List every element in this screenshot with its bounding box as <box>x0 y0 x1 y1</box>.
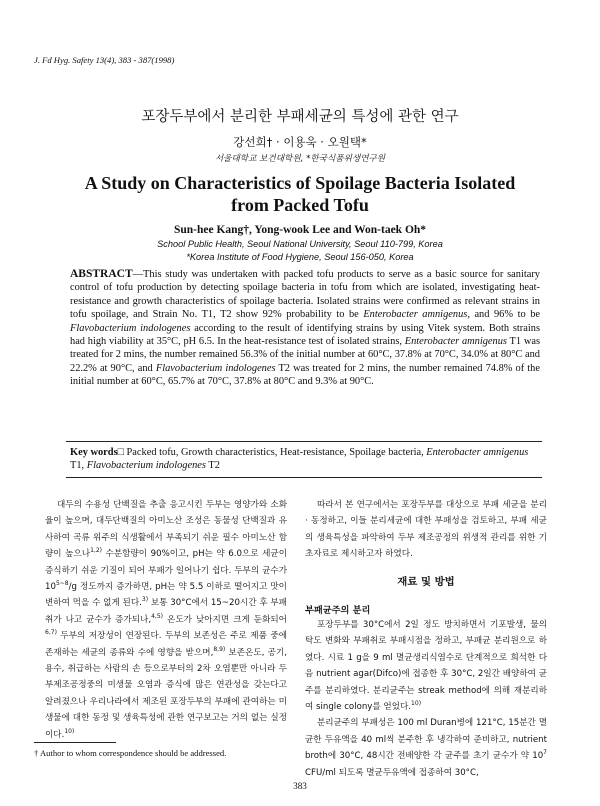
english-title <box>0 172 600 216</box>
korean-title: 포장두부에서 분리한 부패세균의 특성에 관한 연구 <box>141 109 459 125</box>
subsection-heading: 부패균주의 분리 <box>305 605 371 616</box>
text: 보존온도, 공기, 용수, 취급하는 사람의 손 등으로부터의 2차 오염뿐만 아니라 두부제조공정중의 미생물 오염과 증식에 많은 연관성을 갖는다고 알려졌으나 우리나라에서 제조된 포장두부의 부패에 관여하는 미생물에 대한 동정 및 생육특성에 관한 연구보고는 거의 없는 실정이다. <box>45 647 287 740</box>
korean-authors: 강선희† · 이용욱 · 오원택* <box>233 135 367 149</box>
right-methods <box>305 617 547 781</box>
keywords-text: T2 <box>205 460 220 472</box>
page-number: 383 <box>293 781 307 791</box>
species-name: Flavobacterium indologenes <box>86 460 206 472</box>
text: /g 정도까지 증가하면, pH는 약 5.5 이하로 떨어지고 맛이 변하여 먹을 수 없게 된다. <box>45 582 287 609</box>
species-name: Flavobacterium indologenes <box>70 322 191 334</box>
text: 대두의 수용성 단백질을 추출 응고시킨 두부는 영양가와 소화율이 높으며, 대두단백질의 아미노산 조성은 동물성 단백질과 유사하여 곡류 위주의 식생활에서 부족되기 쉬운 필수 아미노산 함량이 높으나 <box>45 500 287 560</box>
citation: 8,9) <box>213 645 226 653</box>
footnote: † Author to whom correspondence should be addressed. <box>34 748 227 758</box>
text: 수분함량이 90%이고, pH는 약 6.0으로 세균이 증식하기 쉬운 기질이 되어 부패가 일어나기 쉽다. 두부의 균수가 10 <box>45 549 287 593</box>
species-name: Enterobacter amnigenus <box>363 309 468 321</box>
abstract-text: , and 96% to be <box>467 309 540 321</box>
english-title-line1: A Study on Characteristics of Spoilage Bacteria Isolated <box>84 173 516 193</box>
abstract-lead: ABSTRACT <box>70 268 133 280</box>
english-affiliation-2: *Korea Institute of Food Hygiene, Seoul 156-050, Korea <box>186 252 414 262</box>
english-title-line2: from Packed Tofu <box>231 195 369 215</box>
left-column <box>45 497 287 743</box>
citation: 10) <box>411 700 422 708</box>
intro-paragraph-2: 따라서 본 연구에서는 포장두부를 대상으로 부패 세균을 분리 · 동정하고, 이들 분리세균에 대한 부패성을 검토하고, 부패 세균의 생육특성을 파악하여 두부 제조공정의 위생적 관리를 위한 기초자료로 제시하고자 하였다. <box>305 500 547 560</box>
keywords-text: T1, <box>70 460 87 472</box>
text: CFU/ml 되도록 멸균두유액에 접종하여 30°C, <box>305 767 479 778</box>
citation: 3) <box>141 596 149 604</box>
abstract-text: T1 was treated for 2 mins, the number remained 56.3% of the initial number at 60°C, 37.8% at 70°C, 34.0% at 80°C and 22.2% at 90°C, and <box>70 336 540 374</box>
english-authors: Sun-hee Kang†, Yong-wook Lee and Won-taek Oh* <box>173 224 427 236</box>
methods-paragraph-1 <box>305 617 547 715</box>
right-intro <box>305 497 547 563</box>
methods-paragraph-2 <box>305 715 547 781</box>
text: 분리균주의 부패성은 100 ml Duran병에 121°C, 15분간 멸균한 두유액을 40 ml씩 분주한 후 냉각하여 준비하고, nutrient broth에 30°C, 48시간 전배양한 각 균주를 초기 균수가 약 10 <box>305 718 547 762</box>
keywords-box-icon: □ <box>117 447 124 458</box>
text: 온도가 낮아지면 크게 둔화되어 <box>163 614 287 625</box>
species-name: Enterobacter amnigenus <box>404 336 507 348</box>
text: 보통 30°C에서 15~20시간 후 부패취가 나고 균수가 증가되나, <box>45 598 287 625</box>
keywords-label: Key words <box>70 447 118 458</box>
keywords-text: Packed tofu, Growth characteristics, Heat-resistance, Spoilage bacteria, <box>123 447 427 458</box>
text: 두부의 저장성이 연장된다. 두부의 보존성은 주로 제품 중에 존재하는 세균의 종류와 수에 영향을 받으며, <box>45 631 287 658</box>
superscript: 7 <box>543 749 547 757</box>
abstract <box>70 268 540 389</box>
abstract-text: —This study was undertaken with packed tofu products to serve as a basic source for sanitary control of tofu production by detecting spoilage bacteria in tofu from which are isolated, investigating heat-resistance and growth characteristics of spoilage bacteria. Isolated strains were confirmed as relevant strains in tofu spoilage, and Strain No. T1, T2 show 92% probability to be <box>70 269 540 321</box>
keywords <box>70 446 540 473</box>
english-affiliation-1: School Public Health, Seoul National University, Seoul 110-799, Korea <box>157 239 443 249</box>
intro-paragraph <box>45 497 287 743</box>
korean-affiliation: 서울대학교 보건대학원, *한국식품위생연구원 <box>214 154 386 164</box>
citation: 6,7) <box>45 629 57 637</box>
section-heading: 재료 및 방법 <box>397 576 455 588</box>
species-name: Enterobacter amnigenus <box>426 447 529 458</box>
citation: 10) <box>64 727 75 735</box>
citation: 1,2) <box>90 547 102 555</box>
abstract-text: T2 was treated for 2 mins, the number remained 74.8% of the initial number at 60°C, 65.7% at 70°C, 37.8% at 80°C and 9.3% at 90°C. <box>70 362 540 388</box>
footnote-rule <box>34 742 116 743</box>
superscript: 5~8 <box>55 580 69 588</box>
species-name: Flavobacterium indologenes <box>155 362 276 374</box>
keywords-top-rule <box>66 441 542 442</box>
journal-citation: J. Fd Hyg. Safety 13(4), 383 - 387(1998) <box>34 55 175 65</box>
citation: 4,5) <box>151 612 164 620</box>
abstract-text: according to the result of identifying strains by using Vitek system. Both strains had high viability at 35°C, pH 6.5. In the heat-resistance test of isolated strains, <box>70 322 540 348</box>
keywords-bottom-rule <box>66 477 542 478</box>
text: 포장두부를 30°C에서 2일 정도 방치하면서 기포발생, 물의 탁도 변화와 부패취로 부패시점을 정하고, 부패균 분리원으로 하였다. 시료 1 g을 9 ml 멸균생리식염수로 단계적으로 희석한 다음 nutrient agar(Difco)에 접종한 후 30°C, 2일간 배양하여 균주를 분리하였다. 분리균주는 streak method에 의해 재분리하여 single colony를 얻었다. <box>305 620 547 713</box>
